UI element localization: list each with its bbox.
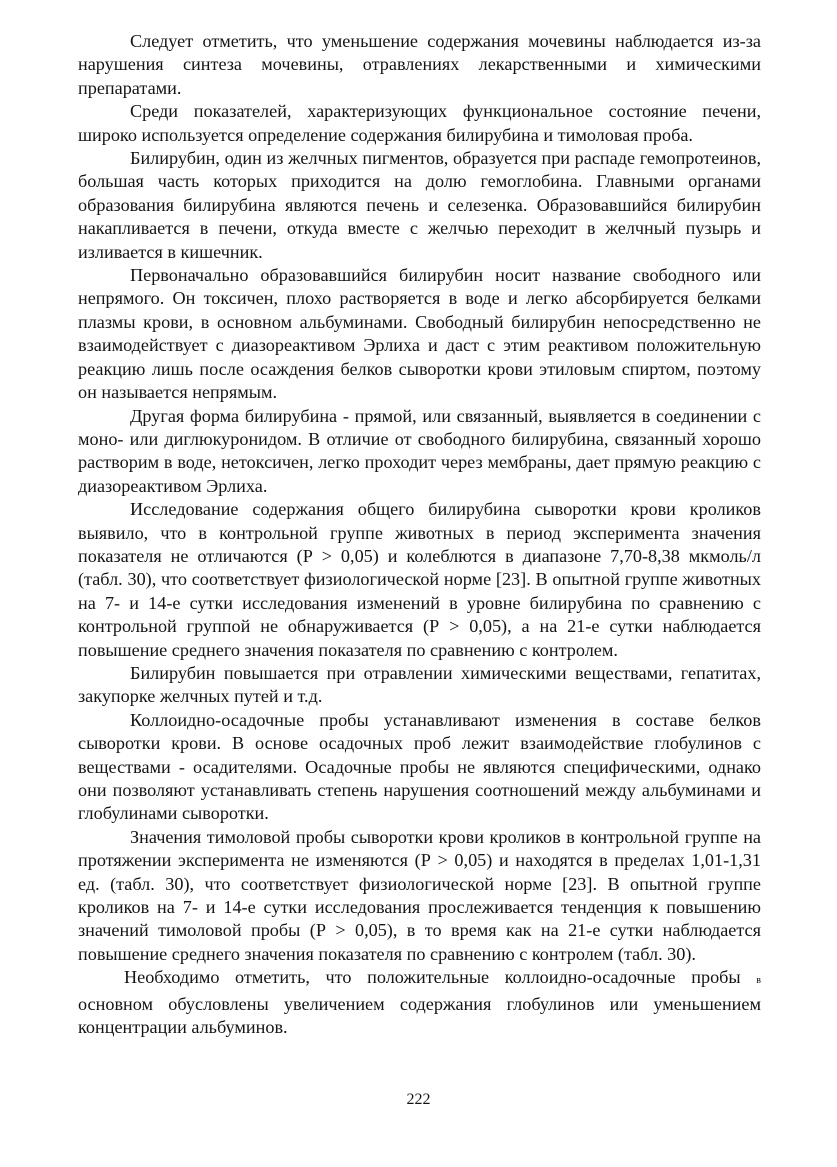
paragraph-colloid-tests: Коллоидно-осадочные пробы устанавливают изменения в составе белков сыворотки крови. В основе осадочных проб лежит взаимодействие глобулинов с веществами - осадителями. Осадочные пробы не являются специфическими, однако они позволяют устанавливать степень нарушения соотношений между альбуминами и глобулинами сыворотки. — [78, 709, 761, 824]
document-page — [78, 30, 761, 1039]
paragraph-liver-indicators: Среди показателей, характеризующих функциональное состояние печени, широко используется определение содержания билирубина и тимоловая проба. — [78, 101, 761, 145]
paragraph-thymol-test: Значения тимоловой пробы сыворотки крови кроликов в контрольной группе на протяжении эксперимента не изменяются (Р > 0,05) и находятся в пределах 1,01-1,31 ед. (табл. 30), что соответствует физиологической норме [23]. В опытной группе кроликов на 7- и 14-е сутки исследования прослеживается тенденция к повышению значений тимоловой пробы (Р > 0,05), в то время как на 21-е сутки наблюдается повышение среднего значения показателя по сравнению с контролем (табл. 30). — [78, 826, 761, 964]
paragraph-urea: Следует отметить, что уменьшение содержания мочевины наблюдается из-за нарушения синтеза мочевины, отравлениях лекарственными и химическими препаратами. — [78, 31, 761, 98]
paragraph-bilirubin-origin: Билирубин, один из желчных пигментов, образуется при распаде гемопротеинов, большая часть которых приходится на долю гемоглобина. Главными органами образования билирубина являются печень и селезенка. Образовавшийся билирубин накапливается в печени, откуда вместе с желчью переходит в желчный пузырь и изливается в кишечник. — [78, 148, 761, 262]
paragraph-direct-bilirubin: Другая форма билирубина - прямой, или связанный, выявляется в соединении с моно- или диглюкуронидом. В отличие от свободного билирубина, связанный хорошо растворим в воде, нетоксичен, легко проходит через мембраны, дает прямую реакцию с диазореактивом Эрлиха. — [78, 405, 761, 496]
paragraph-bilirubin-study: Исследование содержания общего билирубина сыворотки крови кроликов выявило, что в контрольной группе животных в период эксперимента значения показателя не отличаются (Р > 0,05) и колеблются в диапазоне 7,70-8,38 мкмоль/л (табл. 30), что соответствует физиологической норме [23]. В опытной группе животных на 7- и 14-е сутки исследования изменений в уровне билирубина по сравнению с контрольной группой не обнаруживается (Р > 0,05), а на 21-е сутки наблюдается повышение среднего значения показателя по сравнению с контролем. — [78, 499, 761, 660]
paragraph-bilirubin-increase: Билирубин повышается при отравлении химическими веществами, гепатитах, закупорке желчных путей и т.д. — [78, 662, 761, 707]
page-number: 222 — [406, 1091, 431, 1108]
conclusion-lead: Необходимо отметить, что положительные коллоидно-осадочные пробы — [124, 967, 741, 988]
conclusion-rest: основном обусловлены увеличением содержания глобулинов или уменьшением концентрации альбуминов. — [78, 993, 761, 1038]
paragraph-conclusion — [78, 966, 761, 1039]
conclusion-small-word: в — [756, 975, 762, 987]
paragraph-indirect-bilirubin: Первоначально образовавшийся билирубин носит название свободного или непрямого. Он токсичен, плохо растворяется в воде и легко абсорбируется белками плазмы крови, в основном альбуминами. Свободный билирубин непосредственно не взаимодействует с диазореактивом Эрлиха и даст с этим реактивом положительную реакцию лишь после осаждения белков сыворотки крови этиловым спиртом, поэтому он называется непрямым. — [78, 265, 761, 403]
